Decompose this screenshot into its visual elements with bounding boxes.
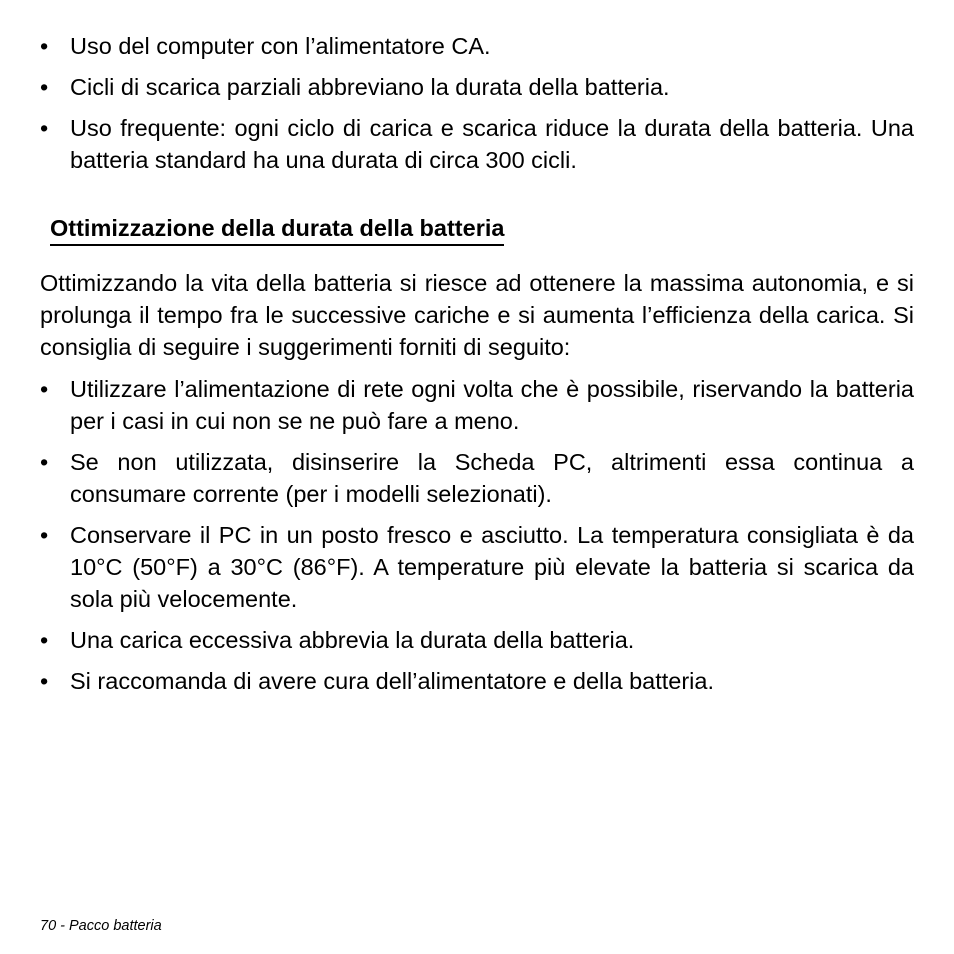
list-item [40,446,914,510]
list-item-text: Cicli di scarica parziali abbreviano la durata della batteria. [70,74,670,100]
bullet-icon: • [40,376,49,402]
list-item-text: Una carica eccessiva abbrevia la durata della batteria. [70,627,635,653]
list-item [40,665,914,697]
list-item [40,30,914,62]
list-item-text: Si raccomanda di avere cura dell’alimentatore e della batteria. [70,668,714,694]
bullet-icon: • [40,668,49,694]
bullet-icon: • [40,522,49,548]
bullet-icon: • [40,449,49,475]
bullet-icon: • [40,115,49,141]
bullet-icon: • [40,627,49,653]
bullet-list-tips [40,373,914,697]
section-heading: Ottimizzazione della durata della batteria [50,213,504,246]
bullet-icon: • [40,74,49,100]
bullet-list-usage [40,30,914,176]
list-item-text: Uso frequente: ogni ciclo di carica e scarica riduce la durata della batteria. Una batteria standard ha una durata di circa 300 cicli. [70,115,914,173]
list-item [40,373,914,437]
list-item [40,71,914,103]
list-item [40,519,914,615]
list-item-text: Se non utilizzata, disinserire la Scheda PC, altrimenti essa continua a consumare corrente (per i modelli selezionati). [70,449,914,507]
bullet-icon: • [40,33,49,59]
list-item-text: Utilizzare l’alimentazione di rete ogni volta che è possibile, riservando la batteria per i casi in cui non se ne può fare a meno. [70,376,914,434]
intro-paragraph: Ottimizzando la vita della batteria si riesce ad ottenere la massima autonomia, e si prolunga il tempo fra le successive cariche e si aumenta l’efficienza della carica. Si consiglia di seguire i suggerimenti forniti di seguito: [40,270,914,360]
list-item-text: Conservare il PC in un posto fresco e asciutto. La temperatura consigliata è da 10°C (50°F) a 30°C (86°F). A temperature più elevate la batteria si scarica da sola più velocemente. [70,522,914,612]
list-item-text: Uso del computer con l’alimentatore CA. [70,33,491,59]
page-footer: 70 - Pacco batteria [40,918,162,934]
document-page [40,30,914,706]
list-item [40,624,914,656]
list-item [40,112,914,176]
